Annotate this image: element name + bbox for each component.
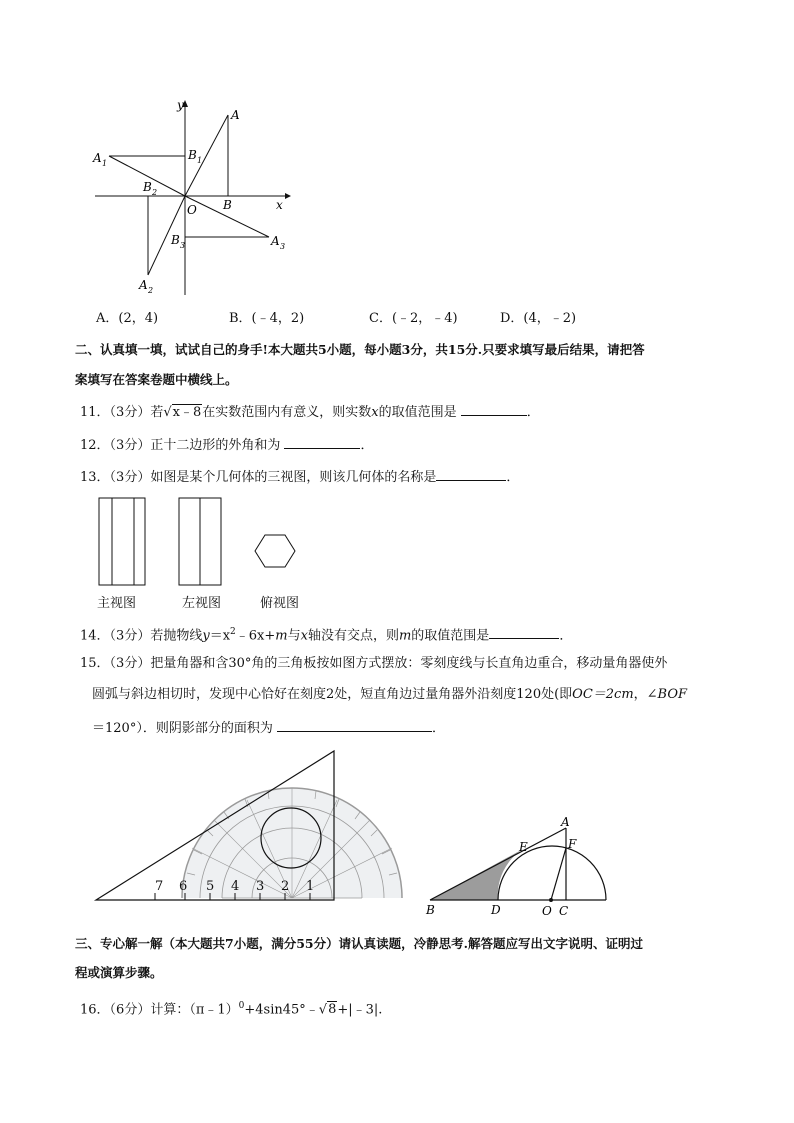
- question-14: 14．（3分）若抛物线$y=x^2﹣6x+m$与x轴没有交点，则m的取值范围是 ．: [80, 627, 573, 644]
- protractor-triangle-figure: [92, 748, 432, 908]
- ruler-label-5: 5: [206, 879, 215, 894]
- front-view-caption: 主视图: [97, 596, 137, 611]
- svg-text:2: 2: [148, 286, 154, 295]
- ruler-label-7: 7: [155, 879, 164, 894]
- svg-text:O: O: [542, 904, 552, 918]
- svg-text:A: A: [561, 815, 570, 829]
- section-3-heading: 三、专心解一解（本大题共7小题，满分55分）请认真读题，冷静思考.解答题应写出文字说明、证明过: [75, 936, 643, 951]
- left-view-caption: 左视图: [182, 596, 222, 611]
- svg-text:A: A: [93, 151, 102, 165]
- svg-text:B: B: [426, 903, 435, 917]
- section-3-heading-cont: 程或演算步骤。: [75, 965, 163, 980]
- svg-text:A: A: [139, 278, 148, 292]
- svg-text:A: A: [231, 108, 240, 122]
- question-12: 12．（3分）正十二边形的外角和为 ．: [80, 435, 373, 455]
- ruler-label-4: 4: [231, 879, 240, 894]
- ruler-label-2: 2: [281, 879, 290, 894]
- svg-text:1: 1: [197, 156, 203, 165]
- svg-text:E: E: [519, 840, 528, 854]
- coordinate-figure: [85, 95, 315, 305]
- q16-radicand: 8: [328, 1002, 337, 1018]
- q10-option-c: C．(﹣2，﹣4): [369, 311, 458, 326]
- section-2-heading-cont: 案填写在答案卷题中横线上。: [75, 372, 238, 387]
- svg-text:A: A: [271, 234, 280, 248]
- q10-option-d: D．(4，﹣2): [500, 311, 577, 326]
- q10-option-b: B．(﹣4，2): [229, 311, 305, 326]
- question-16: 16．（6分）计算：（π﹣1）$^0$+4sin45°﹣√8+|﹣3|.: [80, 1001, 383, 1018]
- svg-text:C: C: [559, 904, 569, 918]
- question-15-line1: 15．（3分）把量角器和含30°角的三角板按如图方式摆放：零刻度线与长直角边重合，移动量角器使外: [80, 656, 668, 671]
- svg-text:3: 3: [280, 242, 286, 251]
- q15-answer-blank[interactable]: [277, 718, 432, 732]
- top-view-hexagon: [255, 535, 295, 567]
- q12-answer-blank[interactable]: [284, 435, 360, 449]
- q14-answer-blank[interactable]: [489, 625, 559, 639]
- svg-text:1: 1: [102, 159, 108, 168]
- protractor: [182, 788, 402, 898]
- top-view-caption: 俯视图: [260, 596, 300, 611]
- svg-text:2: 2: [152, 188, 158, 197]
- three-views-figure: [95, 497, 335, 592]
- q10-option-a: A．(2，4): [96, 311, 159, 326]
- q13-answer-blank[interactable]: [436, 467, 506, 481]
- svg-text:y: y: [177, 98, 184, 112]
- question-15-line2: 圆弧与斜边相切时，发现中心恰好在刻度2处，短直角边过量角器外沿刻度120处(即OC＝2cm，∠BOF: [92, 687, 688, 702]
- svg-text:B: B: [223, 198, 232, 212]
- ruler-label-1: 1: [306, 879, 315, 894]
- svg-text:3: 3: [180, 241, 186, 250]
- q11-radicand: x﹣8: [172, 405, 202, 420]
- svg-text:B: B: [143, 180, 152, 194]
- svg-text:D: D: [491, 903, 501, 917]
- question-13: 13．（3分）如图是某个几何体的三视图，则该几何体的名称是 ．: [80, 467, 519, 487]
- section-2-heading: 二、认真填一填，试试自己的身手!本大题共5小题，每小题3分，共15分.只要求填写最后结果，请把答: [75, 342, 645, 357]
- left-view: [179, 498, 221, 585]
- q11-answer-blank[interactable]: [461, 402, 527, 416]
- ruler-label-3: 3: [256, 879, 265, 894]
- shaded-geometry-figure: [420, 814, 640, 924]
- svg-text:x: x: [276, 198, 283, 212]
- svg-text:O: O: [187, 203, 197, 217]
- question-11: 11．（3分）若√x﹣8在实数范围内有意义，则实数x的取值范围是 ．: [80, 402, 540, 422]
- front-view: [99, 498, 145, 585]
- svg-text:B: B: [171, 233, 180, 247]
- question-15-line3: ＝120°）．则阴影部分的面积为 ．: [92, 718, 445, 738]
- ruler-label-6: 6: [179, 879, 188, 894]
- x-axis-arrow: [285, 193, 291, 199]
- svg-text:B: B: [188, 148, 197, 162]
- svg-text:F: F: [568, 837, 577, 851]
